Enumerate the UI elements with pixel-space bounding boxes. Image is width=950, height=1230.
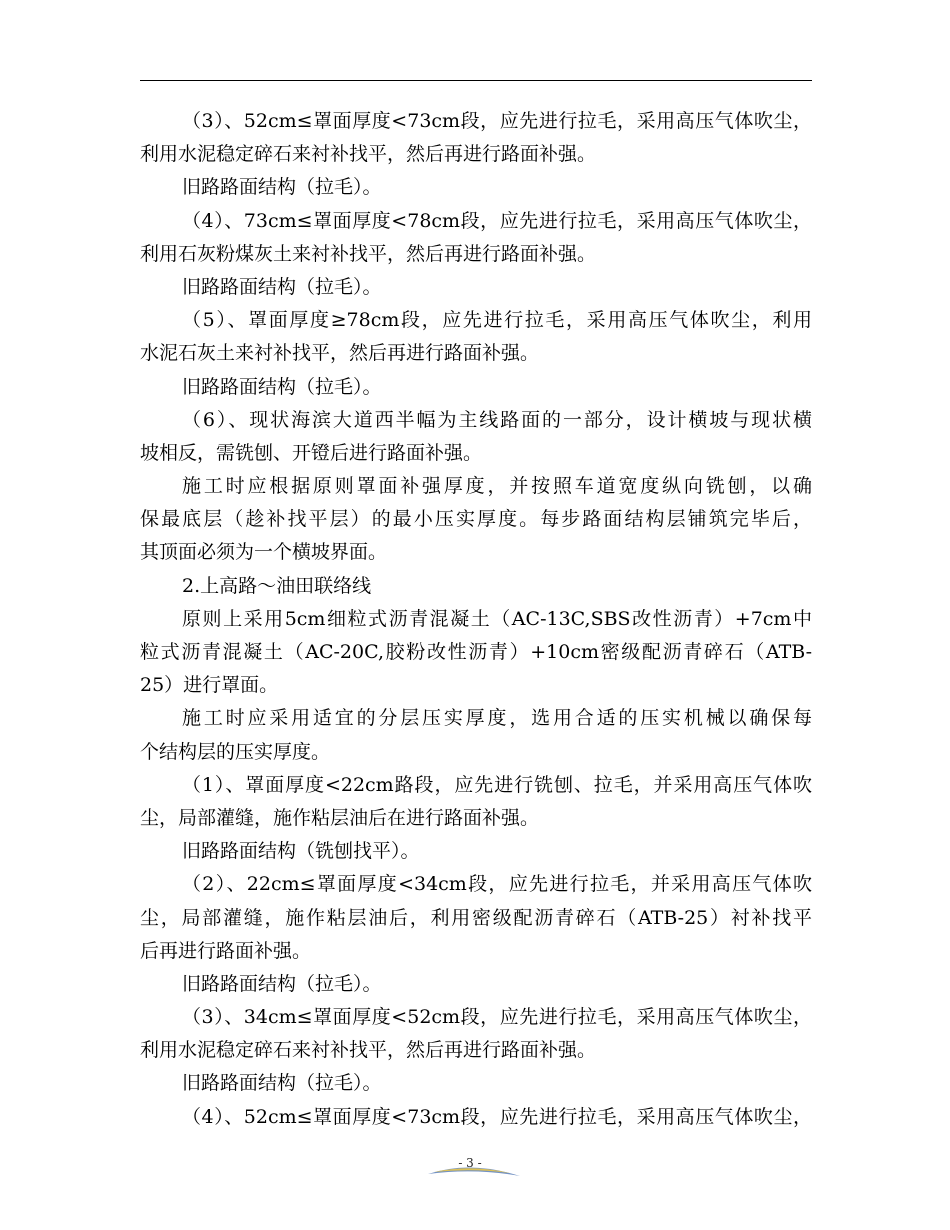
text-line: 旧路路面结构（铣刨找平）。 [182, 840, 420, 863]
document-body [140, 105, 812, 1134]
text-line: 利用水泥稳定碎石来衬补找平，然后再进行路面补强。 [140, 1039, 597, 1062]
text-line: （4）、52cm≤罩面厚度<73cm段，应先进行拉毛，采用高压气体吹尘， [182, 1105, 812, 1128]
text-line: 施工时应根据原则罩面补强厚度，并按照车道宽度纵向铣刨，以确 [182, 475, 812, 498]
text-line: 旧路路面结构（拉毛）。 [182, 1072, 382, 1095]
text-line: （2）、22cm≤罩面厚度<34cm段，应先进行拉毛，并采用高压气体吹 [182, 873, 812, 896]
text-line: 后再进行路面补强。 [140, 939, 312, 962]
header-rule [140, 80, 812, 81]
text-line: 旧路路面结构（拉毛）。 [182, 375, 382, 398]
text-line: 2.上高路～油田联络线 [182, 574, 372, 597]
text-line: 旧路路面结构（拉毛）。 [182, 275, 382, 298]
text-line: 其顶面必须为一个横坡界面。 [140, 541, 388, 564]
text-line: （3）、52cm≤罩面厚度<73cm段，应先进行拉毛，采用高压气体吹尘， [182, 110, 812, 132]
text-line: 利用石灰粉煤灰土来衬补找平，然后再进行路面补强。 [140, 242, 597, 265]
text-line: 利用水泥稳定碎石来衬补找平，然后再进行路面补强。 [140, 143, 597, 166]
page-number: - 3 - [458, 1156, 482, 1170]
text-line: 旧路路面结构（拉毛）。 [182, 176, 382, 199]
text-line: 施工时应采用适宜的分层压实厚度，选用合适的压实机械以确保每 [182, 707, 812, 730]
text-line: （3）、34cm≤罩面厚度<52cm段，应先进行拉毛，采用高压气体吹尘， [182, 1006, 812, 1029]
text-line: 坡相反，需铣刨、开镫后进行路面补强。 [140, 441, 483, 464]
text-line: 保最底层（趁补找平层）的最小压实厚度。每步路面结构层铺筑完毕后， [140, 508, 812, 531]
text-line: 25）进行罩面。 [140, 674, 279, 697]
text-line: （1）、罩面厚度<22cm路段，应先进行铣刨、拉毛，并采用高压气体吹 [182, 773, 812, 796]
text-line: 尘，局部灌缝，施作粘层油后，利用密级配沥青碎石（ATB-25）衬补找平 [140, 906, 812, 929]
page-footer [420, 1150, 530, 1190]
text-line: 原则上采用5cm细粒式沥青混凝土（AC-13C,SBS改性沥青）+7cm中 [182, 607, 812, 630]
text-line: 旧路路面结构（拉毛）。 [182, 972, 382, 995]
text-line: 尘，局部灌缝，施作粘层油后在进行路面补强。 [140, 806, 540, 829]
text-line: （5）、罩面厚度≥78cm段，应先进行拉毛，采用高压气体吹尘，利用 [182, 309, 812, 332]
text-line: 个结构层的压实厚度。 [140, 740, 331, 763]
text-line: 水泥石灰土来衬补找平，然后再进行路面补强。 [140, 342, 540, 365]
text-line: （4）、73cm≤罩面厚度<78cm段，应先进行拉毛，采用高压气体吹尘， [182, 209, 812, 232]
text-line: 粒式沥青混凝土（AC-20C,胶粉改性沥青）+10cm密级配沥青碎石（ATB- [140, 641, 812, 663]
text-line: （6）、现状海滨大道西半幅为主线路面的一部分，设计横坡与现状横 [182, 408, 812, 431]
